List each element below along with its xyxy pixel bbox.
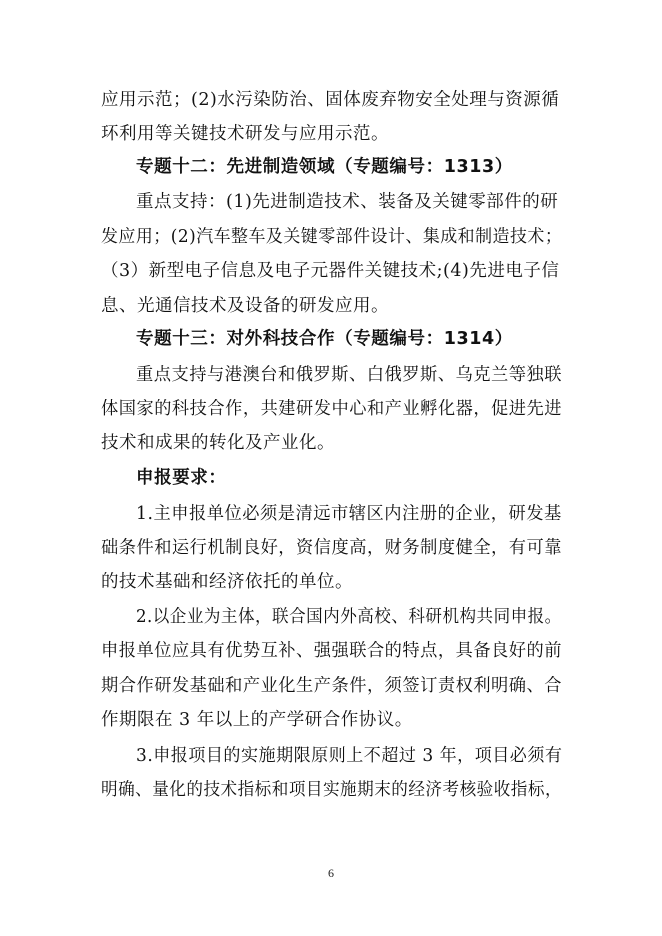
text-line: 申报单位应具有优势互补、强强联合的特点，具备良好的前 <box>101 641 562 661</box>
text-line: 1.主申报单位必须是清远市辖区内注册的企业，研发基 <box>136 504 562 524</box>
text-line: 技术和成果的转化及产业化。 <box>101 433 335 453</box>
text-line: 的技术基础和经济依托的单位。 <box>101 572 353 592</box>
text-line: 础条件和运行机制良好，资信度高，财务制度健全，有可靠 <box>101 538 562 558</box>
text-line: 2.以企业为主体，联合国内外高校、科研机构共同申报。 <box>136 607 562 627</box>
text-line: 应用示范；(2)水污染防治、固体废弃物安全处理与资源循 <box>101 90 560 110</box>
section-heading-topic-13: 专题十三：对外科技合作（专题编号：1314） <box>136 329 513 349</box>
text-line: 作期限在 3 年以上的产学研合作协议。 <box>101 710 413 730</box>
text-line: 发应用；(2)汽车整车及关键零部件设计、集成和制造技术； <box>101 227 563 247</box>
text-line: 环利用等关键技术研发与应用示范。 <box>101 124 389 144</box>
text-line: 明确、量化的技术指标和项目实施期末的经济考核验收指标， <box>101 780 563 800</box>
text-line: 息、光通信技术及设备的研发应用。 <box>101 296 389 316</box>
section-heading-topic-12: 专题十二：先进制造领域（专题编号：1313） <box>136 157 513 177</box>
text-line: （3）新型电子信息及电子元器件关键技术;(4)先进电子信 <box>101 261 560 281</box>
text-line: 期合作研发基础和产业化生产条件，须签订责权利明确、合 <box>101 676 562 696</box>
text-line: 3.申报项目的实施期限原则上不超过 3 年，项目必须有 <box>136 746 563 766</box>
page-number: 6 <box>328 866 334 880</box>
text-line: 重点支持与港澳台和俄罗斯、白俄罗斯、乌克兰等独联 <box>136 365 562 385</box>
text-line: 体国家的科技合作，共建研发中心和产业孵化器，促进先进 <box>101 399 562 419</box>
text-line: 重点支持：(1)先进制造技术、装备及关键零部件的研 <box>136 192 559 212</box>
section-heading-requirements: 申报要求： <box>136 468 227 488</box>
